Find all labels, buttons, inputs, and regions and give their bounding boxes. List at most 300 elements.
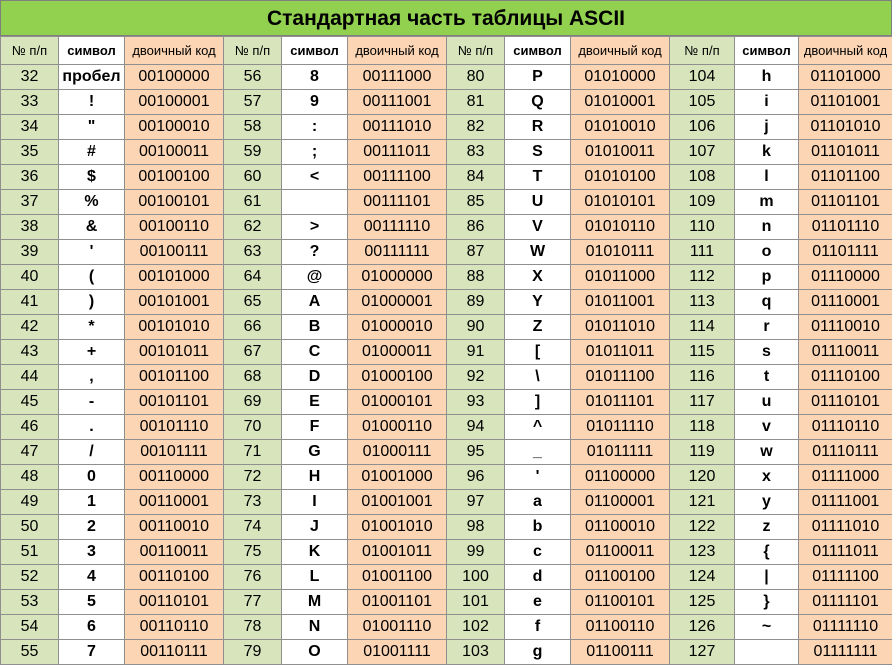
symbol-cell: l [735, 165, 799, 190]
symbol-cell: Y [505, 290, 571, 315]
binary-code-cell: 01010110 [571, 215, 670, 240]
symbol-cell: P [505, 65, 571, 90]
binary-code-cell: 01000110 [348, 415, 447, 440]
symbol-cell: 8 [282, 65, 348, 90]
code-number-cell: 123 [670, 540, 735, 565]
symbol-cell: 1 [59, 490, 125, 515]
code-number-cell: 56 [224, 65, 282, 90]
binary-code-cell: 00100101 [125, 190, 224, 215]
code-number-cell: 64 [224, 265, 282, 290]
code-number-cell: 84 [447, 165, 505, 190]
code-number-cell: 91 [447, 340, 505, 365]
binary-code-cell: 00111101 [348, 190, 447, 215]
code-number-cell: 45 [1, 390, 59, 415]
code-number-cell: 77 [224, 590, 282, 615]
symbol-cell: : [282, 115, 348, 140]
code-number-cell: 46 [1, 415, 59, 440]
table-row [1, 90, 892, 115]
symbol-cell: K [282, 540, 348, 565]
header-symbol: символ [735, 37, 799, 65]
header-row [1, 37, 892, 65]
code-number-cell: 107 [670, 140, 735, 165]
code-number-cell: 57 [224, 90, 282, 115]
binary-code-cell: 01100111 [571, 640, 670, 665]
binary-code-cell: 01100010 [571, 515, 670, 540]
binary-code-cell: 01110100 [799, 365, 892, 390]
code-number-cell: 61 [224, 190, 282, 215]
code-number-cell: 66 [224, 315, 282, 340]
symbol-cell: n [735, 215, 799, 240]
code-number-cell: 82 [447, 115, 505, 140]
table-row [1, 290, 892, 315]
binary-code-cell: 00110011 [125, 540, 224, 565]
symbol-cell: g [505, 640, 571, 665]
table-row [1, 390, 892, 415]
table-row [1, 565, 892, 590]
binary-code-cell: 01100101 [571, 590, 670, 615]
code-number-cell: 34 [1, 115, 59, 140]
binary-code-cell: 01111010 [799, 515, 892, 540]
binary-code-cell: 01001111 [348, 640, 447, 665]
code-number-cell: 103 [447, 640, 505, 665]
symbol-cell: x [735, 465, 799, 490]
code-number-cell: 68 [224, 365, 282, 390]
code-number-cell: 122 [670, 515, 735, 540]
binary-code-cell: 01010101 [571, 190, 670, 215]
code-number-cell: 124 [670, 565, 735, 590]
binary-code-cell: 00110101 [125, 590, 224, 615]
code-number-cell: 101 [447, 590, 505, 615]
symbol-cell: C [282, 340, 348, 365]
binary-code-cell: 00101101 [125, 390, 224, 415]
symbol-cell: @ [282, 265, 348, 290]
table-body [1, 65, 892, 665]
code-number-cell: 44 [1, 365, 59, 390]
table-row [1, 265, 892, 290]
binary-code-cell: 01110000 [799, 265, 892, 290]
binary-code-cell: 01110011 [799, 340, 892, 365]
binary-code-cell: 01000011 [348, 340, 447, 365]
symbol-cell: O [282, 640, 348, 665]
binary-code-cell: 00110010 [125, 515, 224, 540]
header-binary: двоичный код [125, 37, 224, 65]
table-row [1, 440, 892, 465]
binary-code-cell: 01110110 [799, 415, 892, 440]
symbol-cell: & [59, 215, 125, 240]
code-number-cell: 69 [224, 390, 282, 415]
binary-code-cell: 00101111 [125, 440, 224, 465]
code-number-cell: 102 [447, 615, 505, 640]
binary-code-cell: 01000111 [348, 440, 447, 465]
header-binary: двоичный код [348, 37, 447, 65]
symbol-cell: 0 [59, 465, 125, 490]
code-number-cell: 117 [670, 390, 735, 415]
binary-code-cell: 01010100 [571, 165, 670, 190]
code-number-cell: 58 [224, 115, 282, 140]
binary-code-cell: 00111110 [348, 215, 447, 240]
symbol-cell: p [735, 265, 799, 290]
code-number-cell: 108 [670, 165, 735, 190]
code-number-cell: 118 [670, 415, 735, 440]
code-number-cell: 95 [447, 440, 505, 465]
binary-code-cell: 01011010 [571, 315, 670, 340]
symbol-cell: k [735, 140, 799, 165]
symbol-cell: B [282, 315, 348, 340]
header-binary: двоичный код [571, 37, 670, 65]
code-number-cell: 63 [224, 240, 282, 265]
binary-code-cell: 00111100 [348, 165, 447, 190]
binary-code-cell: 01001011 [348, 540, 447, 565]
symbol-cell: b [505, 515, 571, 540]
code-number-cell: 113 [670, 290, 735, 315]
symbol-cell: N [282, 615, 348, 640]
code-number-cell: 100 [447, 565, 505, 590]
symbol-cell: I [282, 490, 348, 515]
symbol-cell: s [735, 340, 799, 365]
code-number-cell: 97 [447, 490, 505, 515]
symbol-cell: u [735, 390, 799, 415]
symbol-cell: 2 [59, 515, 125, 540]
code-number-cell: 78 [224, 615, 282, 640]
code-number-cell: 50 [1, 515, 59, 540]
header-symbol: символ [505, 37, 571, 65]
table-row [1, 65, 892, 90]
table-row [1, 190, 892, 215]
symbol-cell: \ [505, 365, 571, 390]
symbol-cell: m [735, 190, 799, 215]
symbol-cell: t [735, 365, 799, 390]
code-number-cell: 35 [1, 140, 59, 165]
binary-code-cell: 01011111 [571, 440, 670, 465]
code-number-cell: 83 [447, 140, 505, 165]
header-symbol: символ [59, 37, 125, 65]
code-number-cell: 126 [670, 615, 735, 640]
binary-code-cell: 01111011 [799, 540, 892, 565]
symbol-cell: y [735, 490, 799, 515]
symbol-cell: T [505, 165, 571, 190]
code-number-cell: 112 [670, 265, 735, 290]
symbol-cell: S [505, 140, 571, 165]
header-num: № п/п [670, 37, 735, 65]
code-number-cell: 81 [447, 90, 505, 115]
symbol-cell: 6 [59, 615, 125, 640]
binary-code-cell: 00111001 [348, 90, 447, 115]
symbol-cell: c [505, 540, 571, 565]
code-number-cell: 96 [447, 465, 505, 490]
binary-code-cell: 01100011 [571, 540, 670, 565]
binary-code-cell: 01111100 [799, 565, 892, 590]
binary-code-cell: 01101100 [799, 165, 892, 190]
binary-code-cell: 01011000 [571, 265, 670, 290]
binary-code-cell: 01111111 [799, 640, 892, 665]
code-number-cell: 105 [670, 90, 735, 115]
code-number-cell: 40 [1, 265, 59, 290]
symbol-cell: { [735, 540, 799, 565]
table-row [1, 140, 892, 165]
code-number-cell: 59 [224, 140, 282, 165]
code-number-cell: 121 [670, 490, 735, 515]
binary-code-cell: 01000100 [348, 365, 447, 390]
binary-code-cell: 01101110 [799, 215, 892, 240]
binary-code-cell: 01011001 [571, 290, 670, 315]
symbol-cell: ( [59, 265, 125, 290]
code-number-cell: 88 [447, 265, 505, 290]
table-row [1, 615, 892, 640]
ascii-table [0, 36, 892, 665]
code-number-cell: 55 [1, 640, 59, 665]
table-row [1, 490, 892, 515]
symbol-cell: ' [505, 465, 571, 490]
symbol-cell: H [282, 465, 348, 490]
binary-code-cell: 01011101 [571, 390, 670, 415]
symbol-cell: 5 [59, 590, 125, 615]
symbol-cell: A [282, 290, 348, 315]
binary-code-cell: 01001001 [348, 490, 447, 515]
code-number-cell: 86 [447, 215, 505, 240]
binary-code-cell: 01101111 [799, 240, 892, 265]
code-number-cell: 70 [224, 415, 282, 440]
code-number-cell: 109 [670, 190, 735, 215]
binary-code-cell: 00100000 [125, 65, 224, 90]
symbol-cell: W [505, 240, 571, 265]
table-row [1, 215, 892, 240]
table-row [1, 340, 892, 365]
code-number-cell: 94 [447, 415, 505, 440]
header-num: № п/п [447, 37, 505, 65]
binary-code-cell: 01010001 [571, 90, 670, 115]
symbol-cell: 7 [59, 640, 125, 665]
symbol-cell: G [282, 440, 348, 465]
binary-code-cell: 01000010 [348, 315, 447, 340]
binary-code-cell: 00110000 [125, 465, 224, 490]
table-row [1, 165, 892, 190]
symbol-cell: / [59, 440, 125, 465]
binary-code-cell: 01011011 [571, 340, 670, 365]
binary-code-cell: 00100010 [125, 115, 224, 140]
code-number-cell: 127 [670, 640, 735, 665]
symbol-cell: i [735, 90, 799, 115]
binary-code-cell: 01000101 [348, 390, 447, 415]
symbol-cell: f [505, 615, 571, 640]
symbol-cell: ) [59, 290, 125, 315]
table-row [1, 315, 892, 340]
symbol-cell: J [282, 515, 348, 540]
symbol-cell: 4 [59, 565, 125, 590]
symbol-cell: w [735, 440, 799, 465]
binary-code-cell: 01101000 [799, 65, 892, 90]
binary-code-cell: 01100100 [571, 565, 670, 590]
binary-code-cell: 00101010 [125, 315, 224, 340]
binary-code-cell: 01110010 [799, 315, 892, 340]
code-number-cell: 111 [670, 240, 735, 265]
binary-code-cell: 01010111 [571, 240, 670, 265]
symbol-cell: E [282, 390, 348, 415]
code-number-cell: 73 [224, 490, 282, 515]
symbol-cell: , [59, 365, 125, 390]
code-number-cell: 39 [1, 240, 59, 265]
code-number-cell: 92 [447, 365, 505, 390]
symbol-cell: | [735, 565, 799, 590]
code-number-cell: 99 [447, 540, 505, 565]
header-symbol: символ [282, 37, 348, 65]
code-number-cell: 41 [1, 290, 59, 315]
code-number-cell: 110 [670, 215, 735, 240]
code-number-cell: 32 [1, 65, 59, 90]
binary-code-cell: 01101011 [799, 140, 892, 165]
symbol-cell: + [59, 340, 125, 365]
code-number-cell: 116 [670, 365, 735, 390]
binary-code-cell: 00101000 [125, 265, 224, 290]
code-number-cell: 87 [447, 240, 505, 265]
binary-code-cell: 00100011 [125, 140, 224, 165]
symbol-cell: j [735, 115, 799, 140]
table-row [1, 240, 892, 265]
code-number-cell: 51 [1, 540, 59, 565]
binary-code-cell: 01000001 [348, 290, 447, 315]
binary-code-cell: 00111011 [348, 140, 447, 165]
header-num: № п/п [1, 37, 59, 65]
binary-code-cell: 01100110 [571, 615, 670, 640]
code-number-cell: 104 [670, 65, 735, 90]
code-number-cell: 106 [670, 115, 735, 140]
symbol-cell: * [59, 315, 125, 340]
binary-code-cell: 00111000 [348, 65, 447, 90]
binary-code-cell: 00110001 [125, 490, 224, 515]
code-number-cell: 38 [1, 215, 59, 240]
symbol-cell: a [505, 490, 571, 515]
binary-code-cell: 01101001 [799, 90, 892, 115]
code-number-cell: 75 [224, 540, 282, 565]
binary-code-cell: 00100001 [125, 90, 224, 115]
table-row [1, 540, 892, 565]
binary-code-cell: 01100000 [571, 465, 670, 490]
symbol-cell: > [282, 215, 348, 240]
symbol-cell: 9 [282, 90, 348, 115]
binary-code-cell: 00101011 [125, 340, 224, 365]
binary-code-cell: 00100100 [125, 165, 224, 190]
symbol-cell: } [735, 590, 799, 615]
code-number-cell: 53 [1, 590, 59, 615]
table-row [1, 115, 892, 140]
symbol-cell: пробел [59, 65, 125, 90]
table-row [1, 515, 892, 540]
code-number-cell: 125 [670, 590, 735, 615]
binary-code-cell: 00110110 [125, 615, 224, 640]
code-number-cell: 37 [1, 190, 59, 215]
binary-code-cell: 00111010 [348, 115, 447, 140]
code-number-cell: 98 [447, 515, 505, 540]
table-title: Стандартная часть таблицы ASCII [0, 0, 892, 36]
symbol-cell: v [735, 415, 799, 440]
code-number-cell: 54 [1, 615, 59, 640]
code-number-cell: 47 [1, 440, 59, 465]
code-number-cell: 71 [224, 440, 282, 465]
symbol-cell: . [59, 415, 125, 440]
symbol-cell: $ [59, 165, 125, 190]
symbol-cell: r [735, 315, 799, 340]
symbol-cell: h [735, 65, 799, 90]
symbol-cell: q [735, 290, 799, 315]
symbol-cell [282, 190, 348, 215]
binary-code-cell: 01100001 [571, 490, 670, 515]
binary-code-cell: 01000000 [348, 265, 447, 290]
binary-code-cell: 01010011 [571, 140, 670, 165]
symbol-cell: Z [505, 315, 571, 340]
binary-code-cell: 01101101 [799, 190, 892, 215]
binary-code-cell: 01111101 [799, 590, 892, 615]
symbol-cell: < [282, 165, 348, 190]
header-num: № п/п [224, 37, 282, 65]
symbol-cell: R [505, 115, 571, 140]
code-number-cell: 76 [224, 565, 282, 590]
binary-code-cell: 01001101 [348, 590, 447, 615]
code-number-cell: 48 [1, 465, 59, 490]
table-row [1, 640, 892, 665]
code-number-cell: 60 [224, 165, 282, 190]
symbol-cell: ^ [505, 415, 571, 440]
binary-code-cell: 00110100 [125, 565, 224, 590]
code-number-cell: 33 [1, 90, 59, 115]
symbol-cell: X [505, 265, 571, 290]
symbol-cell: ' [59, 240, 125, 265]
binary-code-cell: 01110101 [799, 390, 892, 415]
code-number-cell: 36 [1, 165, 59, 190]
symbol-cell: M [282, 590, 348, 615]
binary-code-cell: 00100111 [125, 240, 224, 265]
binary-code-cell: 01011110 [571, 415, 670, 440]
binary-code-cell: 01101010 [799, 115, 892, 140]
binary-code-cell: 01001000 [348, 465, 447, 490]
binary-code-cell: 01001100 [348, 565, 447, 590]
code-number-cell: 49 [1, 490, 59, 515]
code-number-cell: 74 [224, 515, 282, 540]
binary-code-cell: 01010000 [571, 65, 670, 90]
binary-code-cell: 01001010 [348, 515, 447, 540]
symbol-cell: ; [282, 140, 348, 165]
binary-code-cell: 00100110 [125, 215, 224, 240]
symbol-cell: V [505, 215, 571, 240]
code-number-cell: 119 [670, 440, 735, 465]
symbol-cell: F [282, 415, 348, 440]
code-number-cell: 89 [447, 290, 505, 315]
symbol-cell: [ [505, 340, 571, 365]
symbol-cell: 3 [59, 540, 125, 565]
symbol-cell: ? [282, 240, 348, 265]
symbol-cell [735, 640, 799, 665]
symbol-cell: D [282, 365, 348, 390]
symbol-cell: L [282, 565, 348, 590]
code-number-cell: 120 [670, 465, 735, 490]
symbol-cell: o [735, 240, 799, 265]
header-binary: двоичный код [799, 37, 892, 65]
binary-code-cell: 01110001 [799, 290, 892, 315]
symbol-cell: ] [505, 390, 571, 415]
table-row [1, 415, 892, 440]
code-number-cell: 67 [224, 340, 282, 365]
table-row [1, 365, 892, 390]
symbol-cell: U [505, 190, 571, 215]
symbol-cell: Q [505, 90, 571, 115]
binary-code-cell: 01111110 [799, 615, 892, 640]
binary-code-cell: 01111000 [799, 465, 892, 490]
binary-code-cell: 01001110 [348, 615, 447, 640]
code-number-cell: 72 [224, 465, 282, 490]
code-number-cell: 43 [1, 340, 59, 365]
symbol-cell: ! [59, 90, 125, 115]
binary-code-cell: 01010010 [571, 115, 670, 140]
symbol-cell: " [59, 115, 125, 140]
binary-code-cell: 01110111 [799, 440, 892, 465]
